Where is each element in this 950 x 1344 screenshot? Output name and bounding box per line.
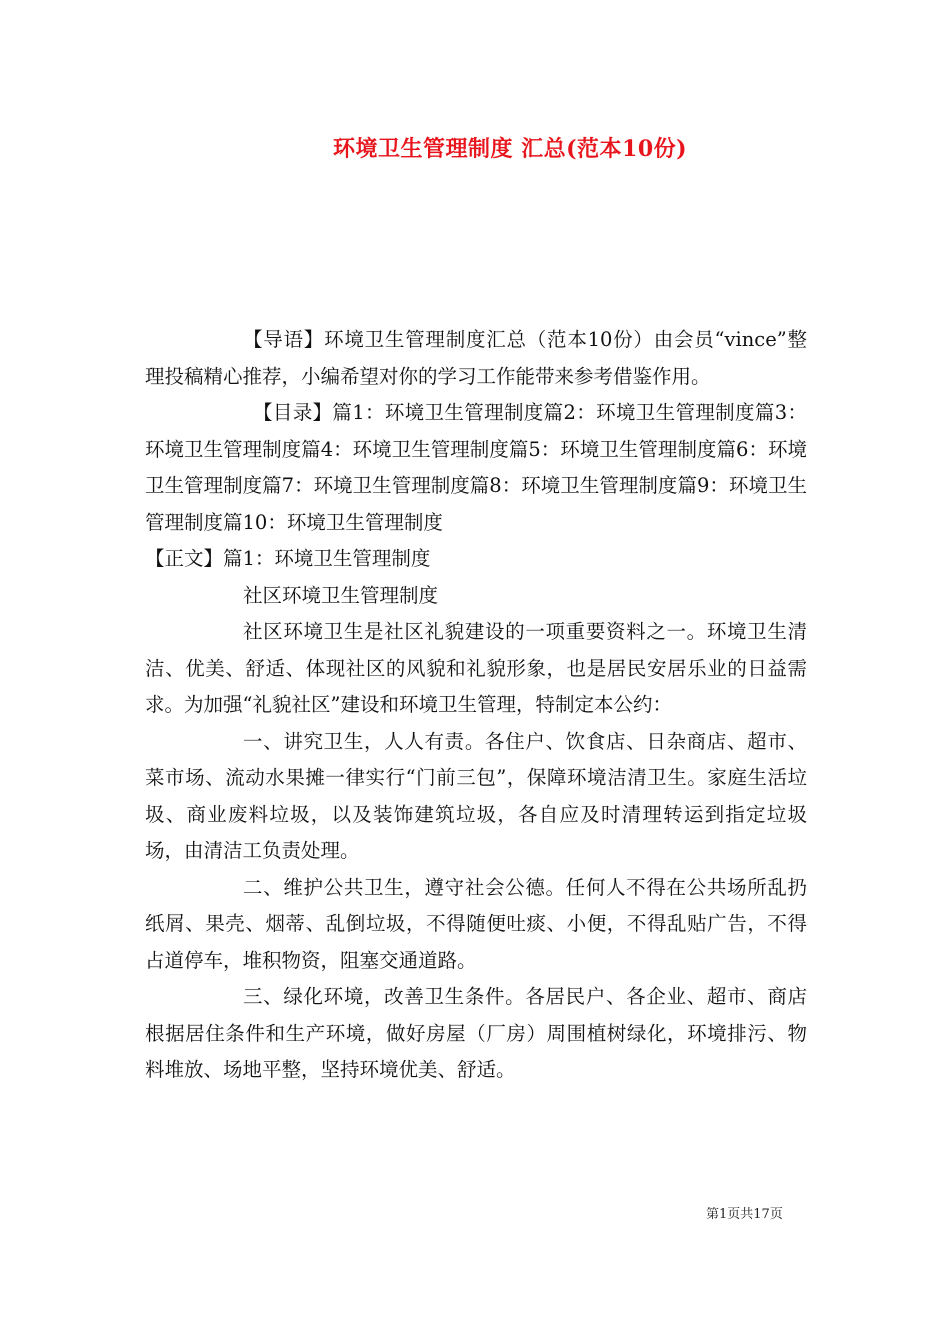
- paragraph-1: 社区环境卫生是社区礼貌建设的一项重要资料之一。环境卫生清洁、优美、舒适、体现社区的风貌和礼貌形象，也是居民安居乐业的日益需求。为加强“礼貌社区”建设和环境卫生管理，特制定本公约：: [145, 620, 807, 716]
- toc-paragraph: 【目录】篇1：环境卫生管理制度篇2：环境卫生管理制度篇3：环境卫生管理制度篇4：环境卫生管理制度篇5：环境卫生管理制度篇6：环境卫生管理制度篇7：环境卫生管理制度篇8：环境卫生管理制度篇9：环境卫生管理制度篇10：环境卫生管理制度: [145, 401, 807, 534]
- paragraph-4: 三、绿化环境，改善卫生条件。各居民户、各企业、超市、商店根据居住条件和生产环境，做好房屋（厂房）周围植树绿化，环境排污、物料堆放、场地平整，坚持环境优美、舒适。: [145, 985, 807, 1081]
- document-title: 环境卫生管理制度 汇总(范本10份): [332, 136, 688, 162]
- body-start-line: 【正文】篇1：环境卫生管理制度: [145, 547, 431, 570]
- page-number: 第1页共17页: [706, 1207, 783, 1222]
- paragraph-3: 二、维护公共卫生，遵守社会公德。任何人不得在公共场所乱扔纸屑、果壳、烟蒂、乱倒垃圾，不得随便吐痰、小便，不得乱贴广告，不得占道停车，堆积物资，阻塞交通道路。: [145, 875, 807, 972]
- intro-paragraph: 【导语】环境卫生管理制度汇总（范本10份）由会员“vince”整理投稿精心推荐，小编希望对你的学习工作能带来参考借鉴作用。: [145, 328, 807, 388]
- document-body: [145, 322, 807, 1089]
- section-subtitle: 社区环境卫生管理制度: [243, 583, 439, 607]
- paragraph-2: 一、讲究卫生，人人有责。各住户、饮食店、日杂商店、超市、菜市场、流动水果摊一律实行“门前三包”，保障环境洁清卫生。家庭生活垃圾、商业废料垃圾，以及装饰建筑垃圾，各自应及时清理转运到指定垃圾场，由清洁工负责处理。: [145, 729, 807, 862]
